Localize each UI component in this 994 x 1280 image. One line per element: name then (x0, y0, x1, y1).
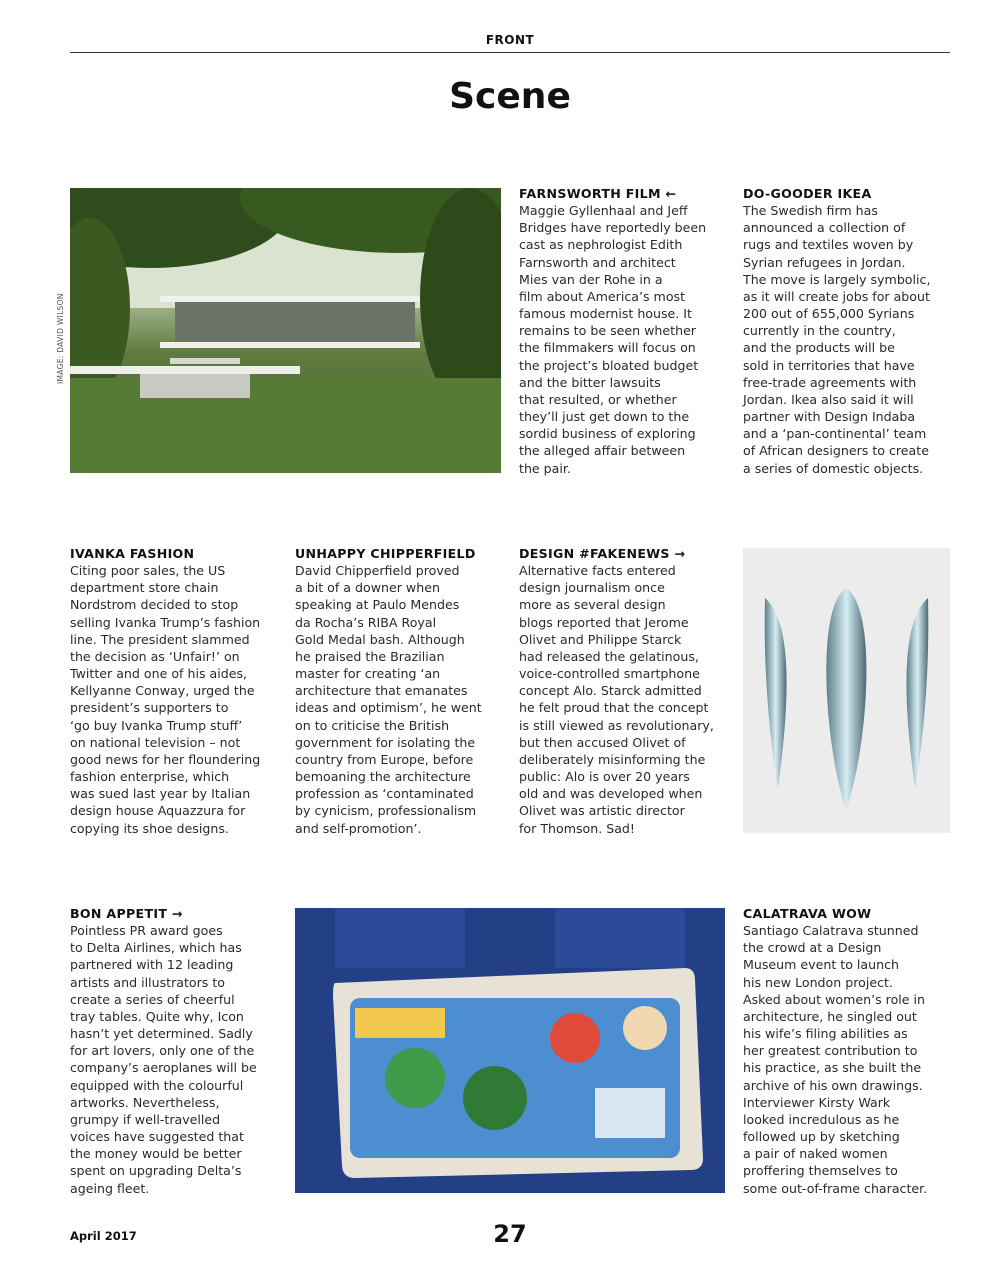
section-label: FRONT (485, 33, 535, 47)
article-body: The Swedish firm has announced a collection of rugs and textiles woven by Syrian refugees in Jordan. The move is largely symbolic, as it will create jobs for about 200 out of 655,000 Syrians currently in the country, and the products will be sold in territories that have free-trade agreements with Jordan. Ikea also said it will partner with Design Indaba and a ‘pan-continental’ team of African designers to create a series of domestic objects. (743, 203, 931, 476)
article-body: Pointless PR award goes to Delta Airlines, which has partnered with 12 leading artists and illustrators to create a series of cheerful tray tables. Quite why, Icon hasn’t yet determined. Sadly for art lovers, only one of the company’s aeroplanes will be equipped with the colourful artworks. Nevertheless, grumpy if well-travelled voices have suggested that the money would be better spent on upgrading Delta’s ageing fleet. (70, 923, 257, 1196)
article-body: Citing poor sales, the US department store chain Nordstrom decided to stop selling Ivanka Trump’s fashion line. The president slammed the decision as ‘Unfair!’ on Twitter and one of his aides, Kellyanne Conway, urged the president’s supporters to ‘go buy Ivanka Trump stuff’ on national television – not good news for her floundering fashion enterprise, which was sued last year by Italian design house Aquazzura for copying its shoe designs. (70, 563, 261, 836)
article-ivanka-fashion (70, 545, 292, 837)
article-heading: UNHAPPY CHIPPERFIELD (295, 546, 476, 561)
article-calatrava-wow (743, 905, 965, 1197)
article-heading: DO-GOODER IKEA (743, 186, 872, 201)
article-body: David Chipperfield proved a bit of a downer when speaking at Paulo Mendes da Rocha’s RIBA Royal Gold Medal bash. Although he praised the Brazilian master for creating ‘an architecture that emanates ideas and optimism’, he went on to criticise the British government for isolating the country from Europe, before bemoaning the architecture profession as ‘contaminated by cynicism, professionalism and self-promotion’. (295, 563, 482, 836)
article-body: Alternative facts entered design journalism once more as several design blogs reported that Jerome Olivet and Philippe Starck had released the gelatinous, voice-controlled smartphone concept Alo. Starck admitted he felt proud that the concept is still viewed as revolutionary, but then accused Olivet of deliberately misinforming the public: Alo is over 20 years old and was developed when Olivet was artistic director for Thomson. Sad! (519, 563, 714, 836)
delta-tray-table-photo (295, 908, 725, 1193)
article-heading: DESIGN #FAKENEWS → (519, 546, 686, 561)
header-divider (70, 52, 950, 53)
article-farnsworth-film (519, 185, 741, 477)
article-do-gooder-ikea (743, 185, 965, 477)
article-bon-appetit (70, 905, 292, 1197)
tray-table-illustration (295, 908, 725, 1193)
article-unhappy-chipperfield (295, 545, 517, 837)
page-title: Scene (449, 76, 571, 117)
farnsworth-house-photo (70, 188, 501, 473)
article-heading: FARNSWORTH FILM ← (519, 186, 677, 201)
article-design-fakenews (519, 545, 741, 837)
alo-phone-photo (743, 548, 950, 833)
farnsworth-house-illustration (70, 188, 501, 473)
article-body: Maggie Gyllenhaal and Jeff Bridges have reportedly been cast as nephrologist Edith Farnsworth and architect Mies van der Rohe in a film about America’s most famous modernist house. It remains to be seen whether the filmmakers will focus on the project’s bloated budget and the bitter lawsuits that resulted, or whether they’ll just get down to the sordid business of exploring the alleged affair between the pair. (519, 203, 707, 476)
issue-date: April 2017 (70, 1229, 137, 1243)
article-heading: CALATRAVA WOW (743, 906, 872, 921)
article-heading: IVANKA FASHION (70, 546, 195, 561)
photo-credit: IMAGE: DAVID WILSON (56, 293, 65, 384)
article-heading: BON APPETIT → (70, 906, 183, 921)
alo-phone-illustration (743, 548, 950, 833)
article-body: Santiago Calatrava stunned the crowd at a Design Museum event to launch his new London project. Asked about women’s role in architecture, he singled out his wife’s filing abilities as her greatest contribution to his practice, as she built the archive of his own drawings. Interviewer Kirsty Wark looked incredulous as he followed up by sketching a pair of naked women proffering themselves to some out-of-frame character. (743, 923, 928, 1196)
page-number: 27 (493, 1220, 527, 1248)
